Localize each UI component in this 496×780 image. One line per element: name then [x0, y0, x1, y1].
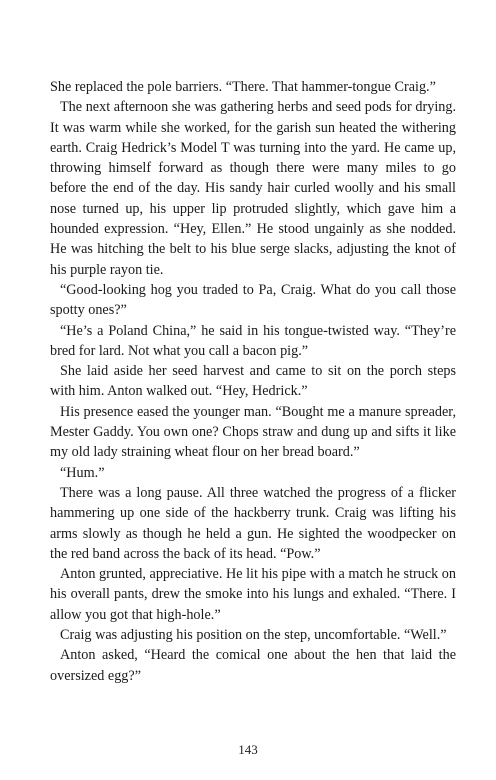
page-number: 143: [238, 742, 258, 757]
paragraph: “Good-looking hog you traded to Pa, Craig. What do you call those spotty ones?”: [50, 281, 456, 319]
paragraph: The next afternoon she was gathering herbs and seed pods for drying. It was warm while she worked, for the garish sun heated the withering earth. Craig Hedrick’s Model T was turning into the yard. He came up, throwing himself forward as though there were many miles to go before the end of the day. His sandy hair curled woolly and his small nose turned up, his upper lip protruded slightly, which gave him a hounded expression. “Hey, Ellen.” He stood ungainly as she nodded. He was hitching the belt to his blue serge slacks, adjusting the knot of his purple rayon tie.: [50, 99, 456, 278]
paragraph: Anton grunted, appreciative. He lit his pipe with a match he struck on his overall pants, drew the smoke into his lungs and exhaled. “There. I allow you got that high-hole.”: [50, 566, 456, 623]
paragraph: She replaced the pole barriers. “There. That hammer-tongue Craig.”: [50, 79, 436, 95]
paragraph: His presence eased the younger man. “Bought me a manure spreader, Mester Gaddy. You own one? Chops straw and dung up and sifts it like my old lady straining wheat flour on her bread board.”: [50, 403, 456, 461]
paragraph: She laid aside her seed harvest and came to sit on the porch steps with him. Anton walked out. “Hey, Hedrick.”: [50, 363, 456, 400]
paragraph: “He’s a Poland China,” he said in his tongue-twisted way. “They’re bred for lard. Not what you call a bacon pig.”: [50, 322, 456, 359]
paragraph: “Hum.”: [60, 464, 105, 481]
paragraph: There was a long pause. All three watched the progress of a flicker hammering up one side of the hackberry trunk. Craig was lifting his arms slowly as though he held a gun. He sighted the woodpecker on the red band across the back of its head. “Pow.”: [50, 484, 456, 562]
paragraph: Anton asked, “Heard the comical one about the hen that laid the oversized egg?”: [50, 647, 456, 684]
body-text: [50, 77, 456, 686]
paragraph: Craig was adjusting his position on the step, uncomfortable. “Well.”: [60, 627, 447, 644]
